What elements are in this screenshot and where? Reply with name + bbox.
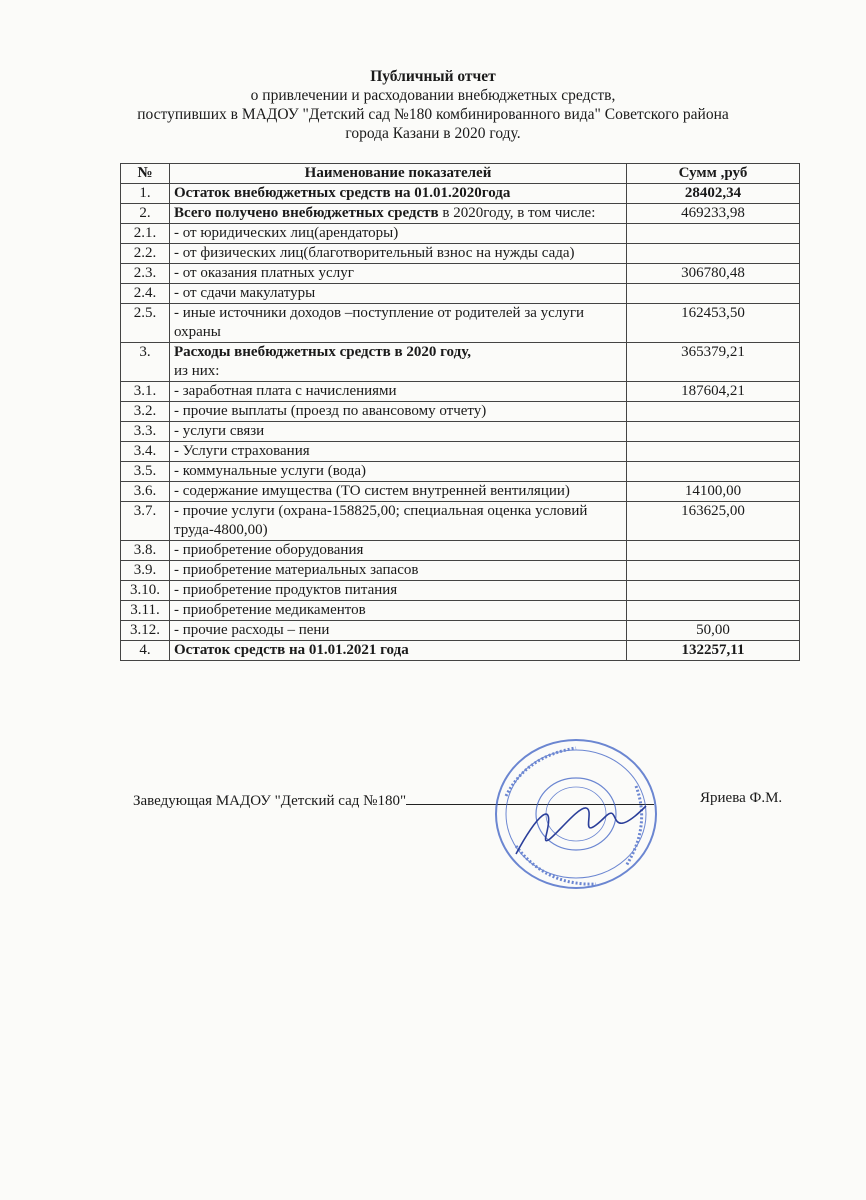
row-indicator-text: - приобретение продуктов питания [174, 582, 398, 598]
table-row [121, 442, 800, 462]
row-indicator [170, 581, 627, 601]
table-row [121, 422, 800, 442]
report-subtitle-line: поступивших в МАДОУ "Детский сад №180 комбинированного вида" Советского района [137, 106, 729, 123]
row-number: 2.1. [121, 224, 170, 244]
table-row [121, 621, 800, 641]
row-number: 3. [121, 343, 170, 382]
row-sum [627, 402, 800, 422]
row-indicator-text: - коммунальные услуги (вода) [174, 463, 367, 479]
row-indicator [170, 561, 627, 581]
table-row [121, 502, 800, 541]
report-table [120, 163, 800, 661]
row-indicator [170, 601, 627, 621]
table-row [121, 284, 800, 304]
table-row [121, 204, 800, 224]
row-sum: 14100,00 [627, 482, 800, 502]
row-indicator-text: - содержание имущества (ТО систем внутренней вентиляции) [174, 483, 570, 499]
row-sum [627, 422, 800, 442]
row-sum [627, 601, 800, 621]
report-subtitle-line: города Казани в 2020 году. [345, 125, 521, 142]
row-number: 3.8. [121, 541, 170, 561]
row-indicator [170, 541, 627, 561]
row-indicator-text: - приобретение материальных запасов [174, 562, 419, 578]
signatory-position: Заведующая МАДОУ "Детский сад №180" [133, 793, 407, 809]
row-indicator-text: - заработная плата с начислениями [174, 383, 397, 399]
row-number: 3.3. [121, 422, 170, 442]
row-indicator [170, 402, 627, 422]
table-row [121, 264, 800, 284]
table-row [121, 304, 800, 343]
row-number: 2.4. [121, 284, 170, 304]
row-indicator-lead: Расходы внебюджетных средств в 2020 году, [174, 344, 471, 360]
row-indicator [170, 264, 627, 284]
row-indicator-text: в 2020году, в том числе: [438, 205, 596, 221]
row-number: 2.2. [121, 244, 170, 264]
table-row [121, 224, 800, 244]
row-number: 4. [121, 641, 170, 661]
row-indicator [170, 422, 627, 442]
table-row [121, 382, 800, 402]
row-indicator [170, 224, 627, 244]
row-indicator-text: - прочие выплаты (проезд по авансовому отчету) [174, 403, 487, 419]
table-row [121, 462, 800, 482]
row-number: 3.10. [121, 581, 170, 601]
table-row [121, 343, 800, 382]
row-indicator [170, 641, 627, 661]
row-number: 3.9. [121, 561, 170, 581]
row-number: 1. [121, 184, 170, 204]
row-number: 3.6. [121, 482, 170, 502]
row-indicator-lead: Всего получено внебюджетных средств [174, 205, 439, 221]
table-row [121, 541, 800, 561]
row-sum [627, 561, 800, 581]
row-indicator-text: - Услуги страхования [174, 443, 310, 459]
table-row [121, 601, 800, 621]
row-indicator [170, 502, 627, 541]
row-indicator [170, 184, 627, 204]
signatory-name: Яриева Ф.М. [700, 790, 783, 806]
column-header-name: Наименование показателей [170, 164, 627, 184]
row-indicator-text: - приобретение медикаментов [174, 602, 366, 618]
column-header-sum: Сумм ,руб [627, 164, 800, 184]
row-sum: 162453,50 [627, 304, 800, 343]
row-indicator [170, 244, 627, 264]
report-subtitle-line: о привлечении и расходовании внебюджетных средств, [250, 87, 616, 104]
row-indicator [170, 304, 627, 343]
row-number: 3.7. [121, 502, 170, 541]
row-indicator-text: - приобретение оборудования [174, 542, 364, 558]
column-header-number: № [121, 164, 170, 184]
row-number: 2. [121, 204, 170, 224]
row-indicator-text: - иные источники доходов –поступление от родителей за услуги охраны [174, 305, 584, 340]
row-sum [627, 284, 800, 304]
row-indicator [170, 382, 627, 402]
table-row [121, 482, 800, 502]
row-number: 2.5. [121, 304, 170, 343]
row-indicator-text: Остаток внебюджетных средств на 01.01.2020года [174, 185, 511, 201]
row-indicator [170, 204, 627, 224]
row-number: 2.3. [121, 264, 170, 284]
row-indicator-text: - прочие расходы – пени [174, 622, 330, 638]
row-indicator [170, 343, 627, 382]
row-sum [627, 462, 800, 482]
row-indicator-text: - от юридических лиц(арендаторы) [174, 225, 399, 241]
row-indicator [170, 284, 627, 304]
row-sum: 365379,21 [627, 343, 800, 382]
row-indicator-text: - от оказания платных услуг [174, 265, 354, 281]
row-indicator-text: - прочие услуги (охрана-158825,00; специальная оценка условий труда-4800,00) [174, 503, 588, 538]
row-sum [627, 442, 800, 462]
row-sum: 306780,48 [627, 264, 800, 284]
table-row [121, 641, 800, 661]
row-sum: 28402,34 [627, 184, 800, 204]
row-indicator [170, 462, 627, 482]
row-number: 3.11. [121, 601, 170, 621]
row-sum [627, 541, 800, 561]
table-row [121, 561, 800, 581]
table-row [121, 184, 800, 204]
row-number: 3.4. [121, 442, 170, 462]
row-sum [627, 244, 800, 264]
row-indicator-text: - услуги связи [174, 423, 265, 439]
row-indicator [170, 442, 627, 462]
row-sum: 132257,11 [627, 641, 800, 661]
table-row [121, 581, 800, 601]
row-sum: 163625,00 [627, 502, 800, 541]
table-header-row [121, 164, 800, 184]
row-indicator-text: - от сдачи макулатуры [174, 285, 316, 301]
row-number: 3.2. [121, 402, 170, 422]
row-indicator [170, 621, 627, 641]
row-indicator [170, 482, 627, 502]
row-indicator-text: из них: [174, 363, 220, 379]
row-indicator-text: - от физических лиц(благотворительный взнос на нужды сада) [174, 245, 575, 261]
report-title: Публичный отчет [370, 68, 496, 85]
row-number: 3.5. [121, 462, 170, 482]
row-number: 3.12. [121, 621, 170, 641]
row-number: 3.1. [121, 382, 170, 402]
row-sum: 187604,21 [627, 382, 800, 402]
row-indicator-text: Остаток средств на 01.01.2021 года [174, 642, 409, 658]
table-row [121, 244, 800, 264]
row-sum [627, 581, 800, 601]
row-sum: 469233,98 [627, 204, 800, 224]
row-sum: 50,00 [627, 621, 800, 641]
row-sum [627, 224, 800, 244]
official-stamp [486, 736, 666, 896]
table-row [121, 402, 800, 422]
